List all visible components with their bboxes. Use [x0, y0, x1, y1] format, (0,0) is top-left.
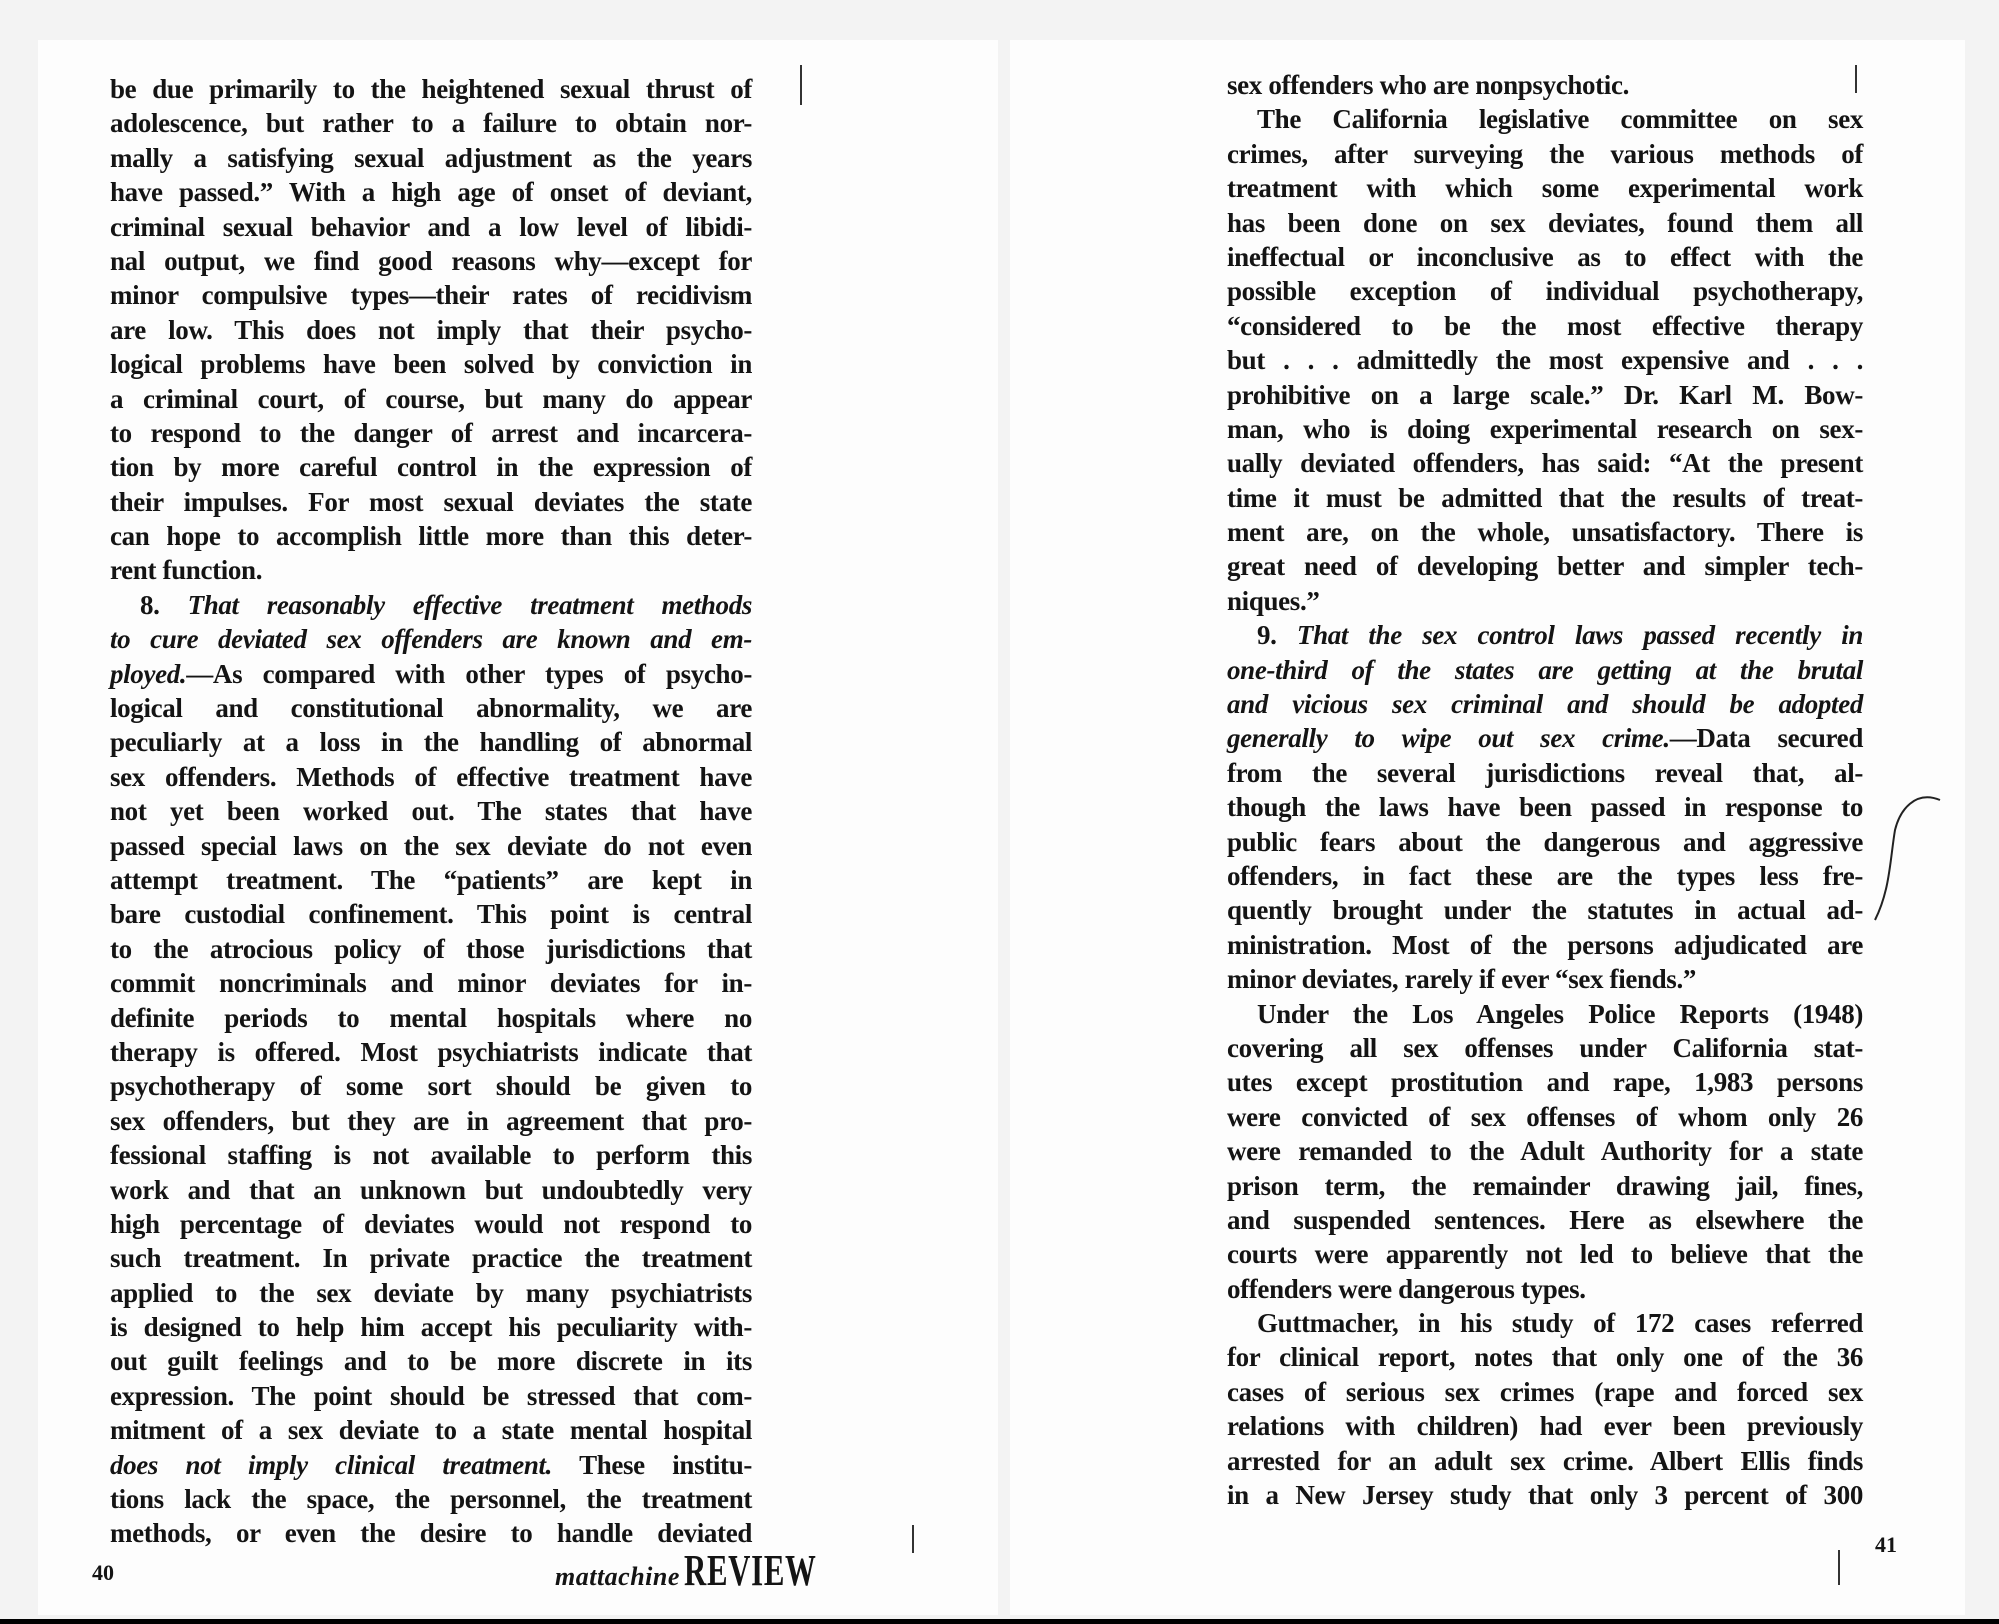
- text-segment: crimes, after surveying the various methods of: [1227, 138, 1863, 169]
- text-segment: minor compulsive types—their rates of recidivism: [110, 280, 752, 311]
- text-line: [110, 382, 752, 416]
- text-segment: treatment with which some experimental work: [1227, 173, 1863, 204]
- text-segment: Under the Los Angeles Police Reports (1948): [1257, 998, 1863, 1029]
- text-line: [1227, 790, 1863, 824]
- text-segment: 8.: [140, 589, 188, 620]
- text-line: [110, 691, 752, 725]
- text-segment: therapy is offered. Most psychiatrists indicate that: [110, 1036, 752, 1067]
- scan-mark: [912, 1525, 914, 1553]
- text-segment: their impulses. For most sexual deviates the state: [110, 486, 752, 517]
- right-page-text-column: [1227, 68, 1863, 1512]
- italic-text: ployed.: [110, 658, 187, 689]
- text-segment: sex offenders, but they are in agreement that pro-: [110, 1105, 752, 1136]
- text-segment: criminal sexual behavior and a low level of libidi-: [110, 211, 752, 242]
- text-line: [1227, 171, 1863, 205]
- text-line: [1227, 412, 1863, 446]
- text-segment: sex offenders. Methods of effective treatment have: [110, 761, 752, 792]
- text-line: [110, 450, 752, 484]
- text-segment: utes except prostitution and rape, 1,983 persons: [1227, 1067, 1863, 1098]
- text-segment: for clinical report, notes that only one of the 36: [1227, 1342, 1863, 1373]
- text-line: [110, 1344, 752, 1378]
- text-segment: has been done on sex deviates, found them all: [1227, 207, 1863, 238]
- text-segment: adolescence, but rather to a failure to obtain nor-: [110, 108, 752, 139]
- text-line: [110, 1207, 752, 1241]
- text-line: [110, 725, 752, 759]
- text-line: [110, 1413, 752, 1447]
- italic-text: That the sex control laws passed recently in: [1296, 620, 1864, 651]
- text-segment: sex offenders who are nonpsychotic.: [1227, 70, 1629, 100]
- text-line: [110, 244, 752, 278]
- text-segment: commit noncriminals and minor deviates for in-: [110, 968, 752, 999]
- text-segment: —As compared with other types of psycho-: [186, 658, 752, 689]
- text-segment: prohibitive on a large scale.” Dr. Karl M. Bow-: [1227, 379, 1863, 410]
- text-segment: cases of serious sex crimes (rape and forced sex: [1227, 1376, 1863, 1407]
- text-segment: methods, or even the desire to handle deviated: [110, 1518, 752, 1549]
- text-line: [1227, 515, 1863, 549]
- italic-text: does not imply clinical treatment.: [110, 1449, 553, 1480]
- text-segment: applied to the sex deviate by many psychiatrists: [110, 1277, 752, 1308]
- text-segment: but . . . admittedly the most expensive and . . .: [1227, 345, 1863, 376]
- text-segment: a criminal court, of course, but many do appear: [110, 383, 752, 414]
- text-line: [1227, 1306, 1863, 1340]
- bottom-border: [0, 1619, 1999, 1624]
- scan-mark: [800, 65, 802, 105]
- text-line: [1227, 859, 1863, 893]
- text-segment: psychotherapy of some sort should be given to: [110, 1071, 752, 1102]
- text-segment: The California legislative committee on sex: [1257, 104, 1863, 135]
- text-segment: arrested for an adult sex crime. Albert Ellis finds: [1227, 1445, 1863, 1476]
- margin-pen-stroke: [1865, 790, 1945, 930]
- text-segment: expression. The point should be stressed that com-: [110, 1380, 752, 1411]
- text-line: [110, 794, 752, 828]
- text-segment: “considered to be the most effective therapy: [1227, 310, 1863, 341]
- masthead-mattachine: mattachine: [555, 1562, 680, 1591]
- text-line: [110, 829, 752, 863]
- text-line: [110, 519, 752, 553]
- text-segment: be due primarily to the heightened sexual thrust of: [110, 74, 752, 104]
- italic-text: to cure deviated sex offenders are known and em-: [110, 624, 752, 655]
- text-segment: possible exception of individual psychotherapy,: [1227, 276, 1863, 307]
- masthead-review: REVIEW: [683, 1546, 817, 1595]
- text-line: [1227, 1272, 1863, 1306]
- text-line: [1227, 1444, 1863, 1478]
- text-segment: logical and constitutional abnormality, we are: [110, 693, 752, 724]
- text-line: [110, 1276, 752, 1310]
- scan-mark: [1855, 65, 1857, 93]
- text-segment: prison term, the remainder drawing jail, fines,: [1227, 1170, 1863, 1201]
- text-segment: nal output, we find good reasons why—except for: [110, 245, 752, 276]
- text-segment: in a New Jersey study that only 3 percent of 300: [1227, 1480, 1863, 1511]
- text-line: [1227, 928, 1863, 962]
- text-line: [110, 1173, 752, 1207]
- text-line: [1227, 756, 1863, 790]
- text-line: [1227, 997, 1863, 1031]
- text-segment: is designed to help him accept his peculiarity with-: [110, 1312, 752, 1343]
- text-segment: relations with children) had ever been previously: [1227, 1411, 1863, 1442]
- text-line: [1227, 481, 1863, 515]
- text-line: [1227, 549, 1863, 583]
- text-line: [110, 588, 752, 622]
- text-segment: —Data secured: [1669, 723, 1863, 754]
- text-line: [1227, 1169, 1863, 1203]
- text-segment: and suspended sentences. Here as elsewhere the: [1227, 1204, 1863, 1235]
- text-line: [110, 1138, 752, 1172]
- text-segment: attempt treatment. The “patients” are kept in: [110, 864, 752, 895]
- text-line: [1227, 1340, 1863, 1374]
- text-segment: rent function.: [110, 555, 263, 586]
- text-segment: were remanded to the Adult Authority for a state: [1227, 1136, 1863, 1167]
- text-line: [110, 553, 752, 587]
- text-line: [110, 106, 752, 140]
- text-line: [110, 72, 752, 106]
- text-line: [1227, 343, 1863, 377]
- italic-text: and vicious sex criminal and should be adopted: [1227, 689, 1863, 720]
- text-line: [110, 1379, 752, 1413]
- text-segment: public fears about the dangerous and aggressive: [1227, 826, 1863, 857]
- text-line: [1227, 653, 1863, 687]
- text-line: [110, 932, 752, 966]
- text-segment: from the several jurisdictions reveal that, al-: [1227, 757, 1863, 788]
- text-segment: can hope to accomplish little more than this deter-: [110, 521, 752, 552]
- text-line: [110, 347, 752, 381]
- text-line: [110, 175, 752, 209]
- text-line: [1227, 1065, 1863, 1099]
- page-number-left: 40: [92, 1560, 114, 1585]
- text-line: [1227, 274, 1863, 308]
- text-segment: minor deviates, rarely if ever “sex fiends.”: [1227, 964, 1697, 995]
- italic-text: one-third of the states are getting at the brutal: [1227, 654, 1863, 685]
- text-segment: to respond to the danger of arrest and incarcera-: [110, 417, 752, 448]
- text-line: [110, 1448, 752, 1482]
- page-number-right: 41: [1875, 1532, 1897, 1557]
- text-line: [110, 760, 752, 794]
- text-line: [1227, 962, 1863, 996]
- text-segment: Guttmacher, in his study of 172 cases referred: [1257, 1308, 1863, 1339]
- text-line: [110, 278, 752, 312]
- text-segment: ually deviated offenders, has said: “At the present: [1227, 448, 1863, 479]
- text-segment: offenders, in fact these are the types less fre-: [1227, 860, 1863, 891]
- text-segment: passed special laws on the sex deviate do not even: [110, 830, 752, 861]
- text-line: [1227, 825, 1863, 859]
- text-line: [110, 313, 752, 347]
- text-segment: mitment of a sex deviate to a state mental hospital: [110, 1415, 752, 1446]
- text-segment: great need of developing better and simpler tech-: [1227, 551, 1863, 582]
- text-line: [110, 622, 752, 656]
- text-line: [110, 210, 752, 244]
- italic-text: generally to wipe out sex crime.: [1227, 723, 1670, 754]
- text-segment: ministration. Most of the persons adjudicated are: [1227, 929, 1863, 960]
- text-segment: courts were apparently not led to believe that the: [1227, 1239, 1863, 1270]
- text-segment: are low. This does not imply that their psycho-: [110, 314, 752, 345]
- text-line: [1227, 584, 1863, 618]
- text-line: [110, 657, 752, 691]
- text-line: [1227, 137, 1863, 171]
- text-line: [1227, 618, 1863, 652]
- text-segment: fessional staffing is not available to perform this: [110, 1140, 752, 1171]
- text-line: [1227, 68, 1863, 102]
- text-line: [110, 1035, 752, 1069]
- text-segment: covering all sex offenses under California stat-: [1227, 1032, 1863, 1063]
- text-line: [1227, 378, 1863, 412]
- text-segment: time it must be admitted that the results of treat-: [1227, 482, 1863, 513]
- text-line: [1227, 1100, 1863, 1134]
- text-segment: have passed.” With a high age of onset of deviant,: [110, 177, 752, 208]
- text-line: [1227, 446, 1863, 480]
- text-line: [1227, 102, 1863, 136]
- text-segment: logical problems have been solved by conviction in: [110, 349, 752, 380]
- text-line: [110, 416, 752, 450]
- text-line: [1227, 206, 1863, 240]
- text-segment: bare custodial confinement. This point is central: [110, 899, 752, 930]
- text-line: [1227, 240, 1863, 274]
- text-segment: mally a satisfying sexual adjustment as the years: [110, 142, 752, 173]
- text-segment: tions lack the space, the personnel, the treatment: [110, 1484, 752, 1515]
- text-line: [110, 863, 752, 897]
- text-line: [110, 897, 752, 931]
- text-segment: These institu-: [552, 1449, 752, 1480]
- text-line: [1227, 687, 1863, 721]
- text-line: [110, 1069, 752, 1103]
- text-line: [1227, 1237, 1863, 1271]
- text-segment: high percentage of deviates would not respond to: [110, 1208, 752, 1239]
- text-segment: offenders were dangerous types.: [1227, 1273, 1586, 1304]
- text-line: [110, 1104, 752, 1138]
- text-segment: out guilt feelings and to be more discrete in its: [110, 1346, 752, 1377]
- text-segment: definite periods to mental hospitals where no: [110, 1002, 752, 1033]
- text-line: [1227, 721, 1863, 755]
- text-line: [1227, 309, 1863, 343]
- scan-mark: [1838, 1550, 1840, 1585]
- text-line: [110, 1001, 752, 1035]
- text-segment: work and that an unknown but undoubtedly very: [110, 1174, 752, 1205]
- text-segment: such treatment. In private practice the treatment: [110, 1243, 752, 1274]
- text-segment: 9.: [1257, 620, 1297, 651]
- text-segment: niques.”: [1227, 585, 1320, 616]
- text-segment: not yet been worked out. The states that have: [110, 796, 752, 827]
- text-segment: were convicted of sex offenses of whom only 26: [1227, 1101, 1863, 1132]
- text-line: [1227, 1031, 1863, 1065]
- text-line: [110, 1310, 752, 1344]
- text-segment: ment are, on the whole, unsatisfactory. There is: [1227, 517, 1863, 548]
- text-line: [1227, 1203, 1863, 1237]
- text-segment: man, who is doing experimental research on sex-: [1227, 413, 1863, 444]
- text-line: [110, 141, 752, 175]
- text-line: [1227, 1478, 1863, 1512]
- text-segment: to the atrocious policy of those jurisdictions that: [110, 933, 752, 964]
- text-line: [1227, 893, 1863, 927]
- text-line: [1227, 1409, 1863, 1443]
- text-segment: quently brought under the statutes in actual ad-: [1227, 895, 1863, 926]
- text-line: [110, 1482, 752, 1516]
- text-line: [1227, 1375, 1863, 1409]
- left-page-text-column: [110, 72, 752, 1551]
- text-segment: tion by more careful control in the expression of: [110, 452, 752, 483]
- text-line: [110, 485, 752, 519]
- text-line: [110, 1241, 752, 1275]
- text-line: [110, 966, 752, 1000]
- italic-text: That reasonably effective treatment methods: [187, 589, 753, 620]
- text-segment: peculiarly at a loss in the handling of abnormal: [110, 727, 752, 758]
- text-segment: ineffectual or inconclusive as to effect with the: [1227, 241, 1863, 272]
- text-segment: though the laws have been passed in response to: [1227, 792, 1863, 823]
- masthead: [555, 1545, 873, 1596]
- text-line: [1227, 1134, 1863, 1168]
